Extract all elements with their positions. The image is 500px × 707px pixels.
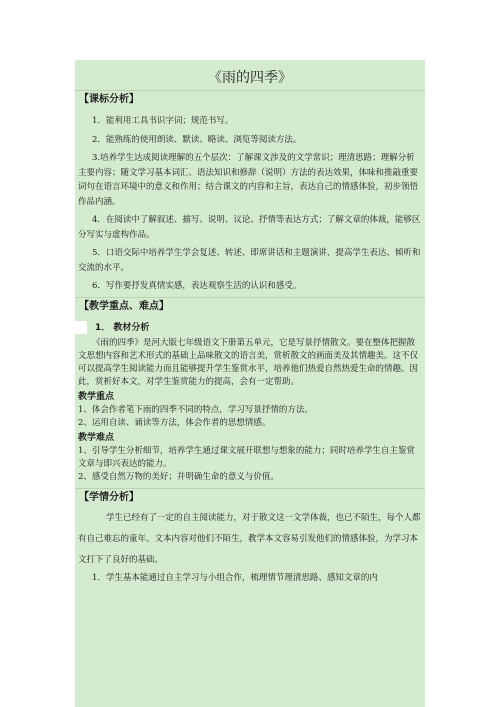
page-title: 《雨的四季》	[208, 70, 292, 86]
section-heading-focus: 【教学重点、难点】	[75, 297, 425, 317]
curriculum-item: 5．口语交际中培养学生学会复述、转述、即席讲话和主题演讲，提高学生表达、倾听和交流的水平。	[78, 248, 421, 273]
material-heading	[75, 317, 425, 337]
material-heading-text: 1． 教材分析	[95, 322, 150, 333]
difficulty-heading: 教学难点	[78, 432, 115, 443]
key-point-item: 1、体会作者笔下雨的四季不同的特点，学习写景抒情的方法。	[78, 404, 313, 415]
material-text: 《雨的四季》是河大版七年级语文下册第五单元，它是写景抒情散文。要在整体把握散文思想内容和艺术形式的基础上品味散文的语言美，赏析散文的画面美及其情趣美。这不仅可以提高学生阅读能力而且能够提升学生鉴赏水平，培养他们热爱自然热爱生命的情趣。因此，赏析好本文，对学生鉴赏能力的提高，会有一定帮助。	[78, 337, 419, 387]
curriculum-item: 2．能熟练的使用朗读、默读、略读、浏览等阅读方法。	[92, 134, 302, 145]
curriculum-item: 3.培养学生达成阅读理解的五个层次：了解课文涉及的文学常识；理清思路；理解分析主要内容；随文学习基本词汇、语法知识和修辞（说明）方法的表达效果，体味和推敲重要词句在语言环境中的意义和作用；结合课文的内容和主旨，表达自己的情感体验，初步领悟作品内涵。	[78, 153, 419, 207]
curriculum-item: 1．能利用工具书识字词；规范书写。	[92, 116, 234, 126]
learning-intro: 学生已经有了一定的自主阅读能力，对于散文这一文学体裁，也已不陌生，每个人都有自己难忘的童年。文本内容对他们不陌生，教学本文容易引发他们的情感体验，为学习本文打下了良好的基础。	[78, 512, 421, 565]
section-heading-curriculum: 【课标分析】	[75, 90, 425, 110]
learning-item: 1．学生基本能通过自主学习与小组合作，梳理情节理清思路、感知文章的内	[92, 572, 378, 583]
difficulty-item: 1、引导学生分析细节，培养学生通过课文展开联想与想象的能力；同时培养学生自主鉴赏文章与即兴表达的能力。	[78, 445, 415, 469]
curriculum-item: 4．在阅读中了解叙述、描写、说明、议论、抒情等表达方式；了解文章的体裁，能够区分写实与虚构作品。	[78, 215, 421, 240]
content-panel	[75, 60, 425, 707]
heading-marker	[75, 321, 87, 334]
section-heading-learning: 【学情分析】	[75, 488, 425, 508]
curriculum-item: 6．写作要抒发真情实感，表达观察生活的认识和感受。	[92, 281, 302, 291]
key-points-heading: 教学重点	[78, 391, 115, 402]
difficulty-item: 2、感受自然万物的美好；并明确生命的意义与价值。	[78, 471, 279, 482]
key-point-item: 2、运用自读、诵读等方法，体会作者的思想情感。	[78, 417, 271, 428]
